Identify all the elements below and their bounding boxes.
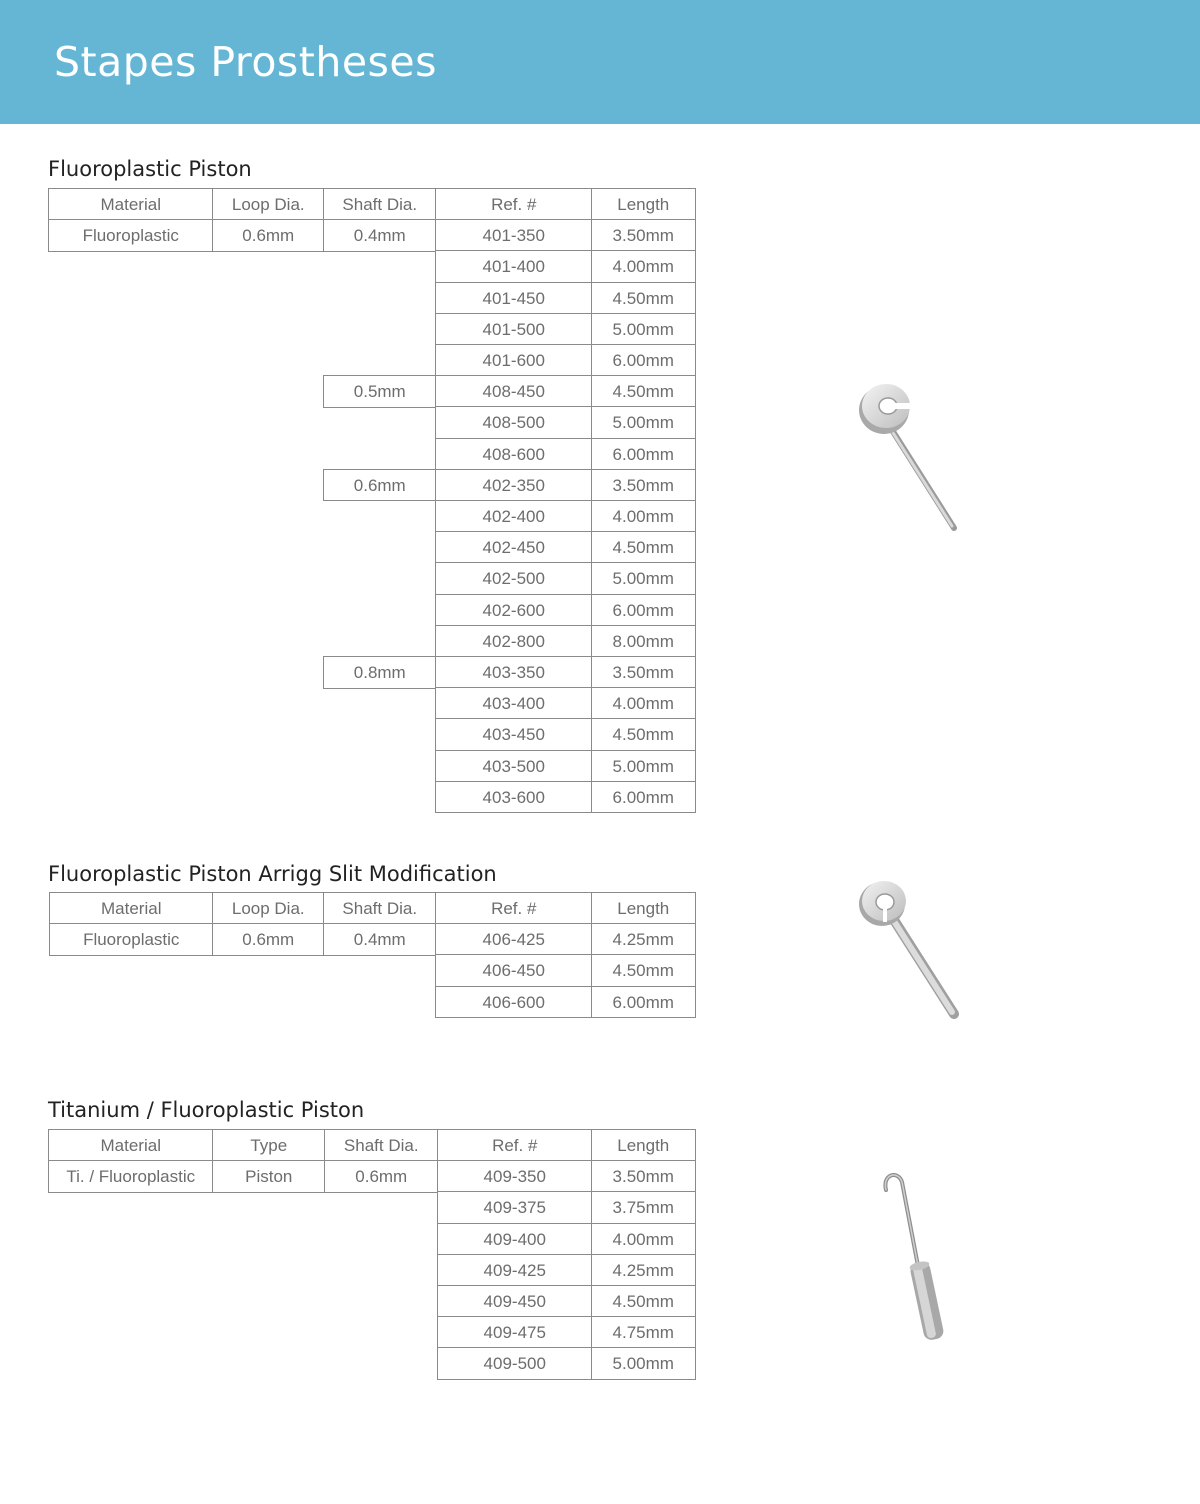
header-banner: [0, 0, 1200, 124]
length-header: Length: [591, 892, 696, 925]
length-cell: 3.75mm: [591, 1191, 696, 1224]
length-header: Length: [591, 1129, 696, 1162]
ref-cell: 408-450: [435, 375, 593, 408]
material-cell: Fluoroplastic: [49, 923, 214, 956]
length-cell: 8.00mm: [591, 625, 696, 658]
shaft-header: Shaft Dia.: [324, 1129, 439, 1162]
ref-cell: 401-400: [435, 250, 593, 283]
length-cell: 4.50mm: [591, 1285, 696, 1318]
shaft-cell: 0.4mm: [323, 923, 437, 956]
ref-header: Ref. #: [435, 188, 593, 221]
section-title: Titanium / Fluoroplastic Piston: [48, 1098, 365, 1122]
length-cell: 4.50mm: [591, 954, 696, 987]
length-cell: 3.50mm: [591, 469, 696, 502]
ref-cell: 403-500: [435, 750, 593, 783]
ref-cell: 402-450: [435, 531, 593, 564]
ref-cell: 406-600: [435, 986, 593, 1019]
ref-cell: 402-400: [435, 500, 593, 533]
section-title: Fluoroplastic Piston Arrigg Slit Modification: [48, 862, 497, 886]
length-cell: 5.00mm: [591, 1347, 696, 1380]
length-cell: 6.00mm: [591, 344, 696, 377]
ref-cell: 408-600: [435, 438, 593, 471]
ref-cell: 403-350: [435, 656, 593, 689]
ref-cell: 401-450: [435, 282, 593, 315]
length-cell: 4.00mm: [591, 1223, 696, 1256]
ref-header: Ref. #: [437, 1129, 593, 1162]
length-cell: 4.00mm: [591, 687, 696, 720]
loop-piston-icon: [850, 378, 970, 538]
col2-cell: Piston: [212, 1160, 326, 1193]
ref-cell: 409-500: [437, 1347, 593, 1380]
hook-piston-icon: [866, 1166, 966, 1350]
ref-cell: 402-500: [435, 562, 593, 595]
length-cell: 5.00mm: [591, 750, 696, 783]
length-cell: 4.75mm: [591, 1316, 696, 1349]
ref-cell: 402-800: [435, 625, 593, 658]
length-cell: 4.00mm: [591, 250, 696, 283]
length-header: Length: [591, 188, 696, 221]
length-cell: 6.00mm: [591, 781, 696, 814]
ref-cell: 409-350: [437, 1160, 593, 1193]
col2-header: Loop Dia.: [212, 892, 325, 925]
ref-cell: 403-600: [435, 781, 593, 814]
ref-cell: 409-475: [437, 1316, 593, 1349]
ref-cell: 409-400: [437, 1223, 593, 1256]
ref-cell: 406-425: [435, 923, 593, 956]
length-cell: 6.00mm: [591, 986, 696, 1019]
length-cell: 5.00mm: [591, 562, 696, 595]
shaft-cell: 0.6mm: [324, 1160, 439, 1193]
material-cell: Ti. / Fluoroplastic: [48, 1160, 214, 1193]
slit-piston-icon: [850, 876, 970, 1026]
col2-cell: 0.6mm: [212, 923, 325, 956]
ref-cell: 403-400: [435, 687, 593, 720]
ref-cell: 401-600: [435, 344, 593, 377]
length-cell: 6.00mm: [591, 438, 696, 471]
length-cell: 5.00mm: [591, 313, 696, 346]
length-cell: 4.50mm: [591, 282, 696, 315]
shaft-header: Shaft Dia.: [323, 892, 437, 925]
col2-cell: 0.6mm: [212, 219, 325, 252]
shaft-cell: 0.8mm: [323, 656, 437, 689]
ref-cell: 401-350: [435, 219, 593, 252]
ref-cell: 408-500: [435, 406, 593, 439]
length-cell: 3.50mm: [591, 656, 696, 689]
col2-header: Loop Dia.: [212, 188, 325, 221]
ref-cell: 402-600: [435, 594, 593, 627]
length-cell: 4.25mm: [591, 1254, 696, 1287]
length-cell: 5.00mm: [591, 406, 696, 439]
col2-header: Type: [212, 1129, 326, 1162]
length-cell: 4.50mm: [591, 531, 696, 564]
length-cell: 4.50mm: [591, 375, 696, 408]
shaft-header: Shaft Dia.: [323, 188, 437, 221]
ref-header: Ref. #: [435, 892, 593, 925]
material-header: Material: [48, 188, 214, 221]
length-cell: 3.50mm: [591, 219, 696, 252]
ref-cell: 401-500: [435, 313, 593, 346]
length-cell: 4.00mm: [591, 500, 696, 533]
length-cell: 4.25mm: [591, 923, 696, 956]
ref-cell: 409-425: [437, 1254, 593, 1287]
length-cell: 6.00mm: [591, 594, 696, 627]
ref-cell: 402-350: [435, 469, 593, 502]
material-header: Material: [48, 1129, 214, 1162]
shaft-cell: 0.4mm: [323, 219, 437, 252]
ref-cell: 403-450: [435, 718, 593, 751]
ref-cell: 406-450: [435, 954, 593, 987]
material-header: Material: [49, 892, 214, 925]
material-cell: Fluoroplastic: [48, 219, 214, 252]
shaft-cell: 0.5mm: [323, 375, 437, 408]
ref-cell: 409-375: [437, 1191, 593, 1224]
length-cell: 4.50mm: [591, 718, 696, 751]
page-title: Stapes Prostheses: [54, 38, 438, 86]
length-cell: 3.50mm: [591, 1160, 696, 1193]
section-title: Fluoroplastic Piston: [48, 157, 252, 181]
ref-cell: 409-450: [437, 1285, 593, 1318]
shaft-cell: 0.6mm: [323, 469, 437, 502]
